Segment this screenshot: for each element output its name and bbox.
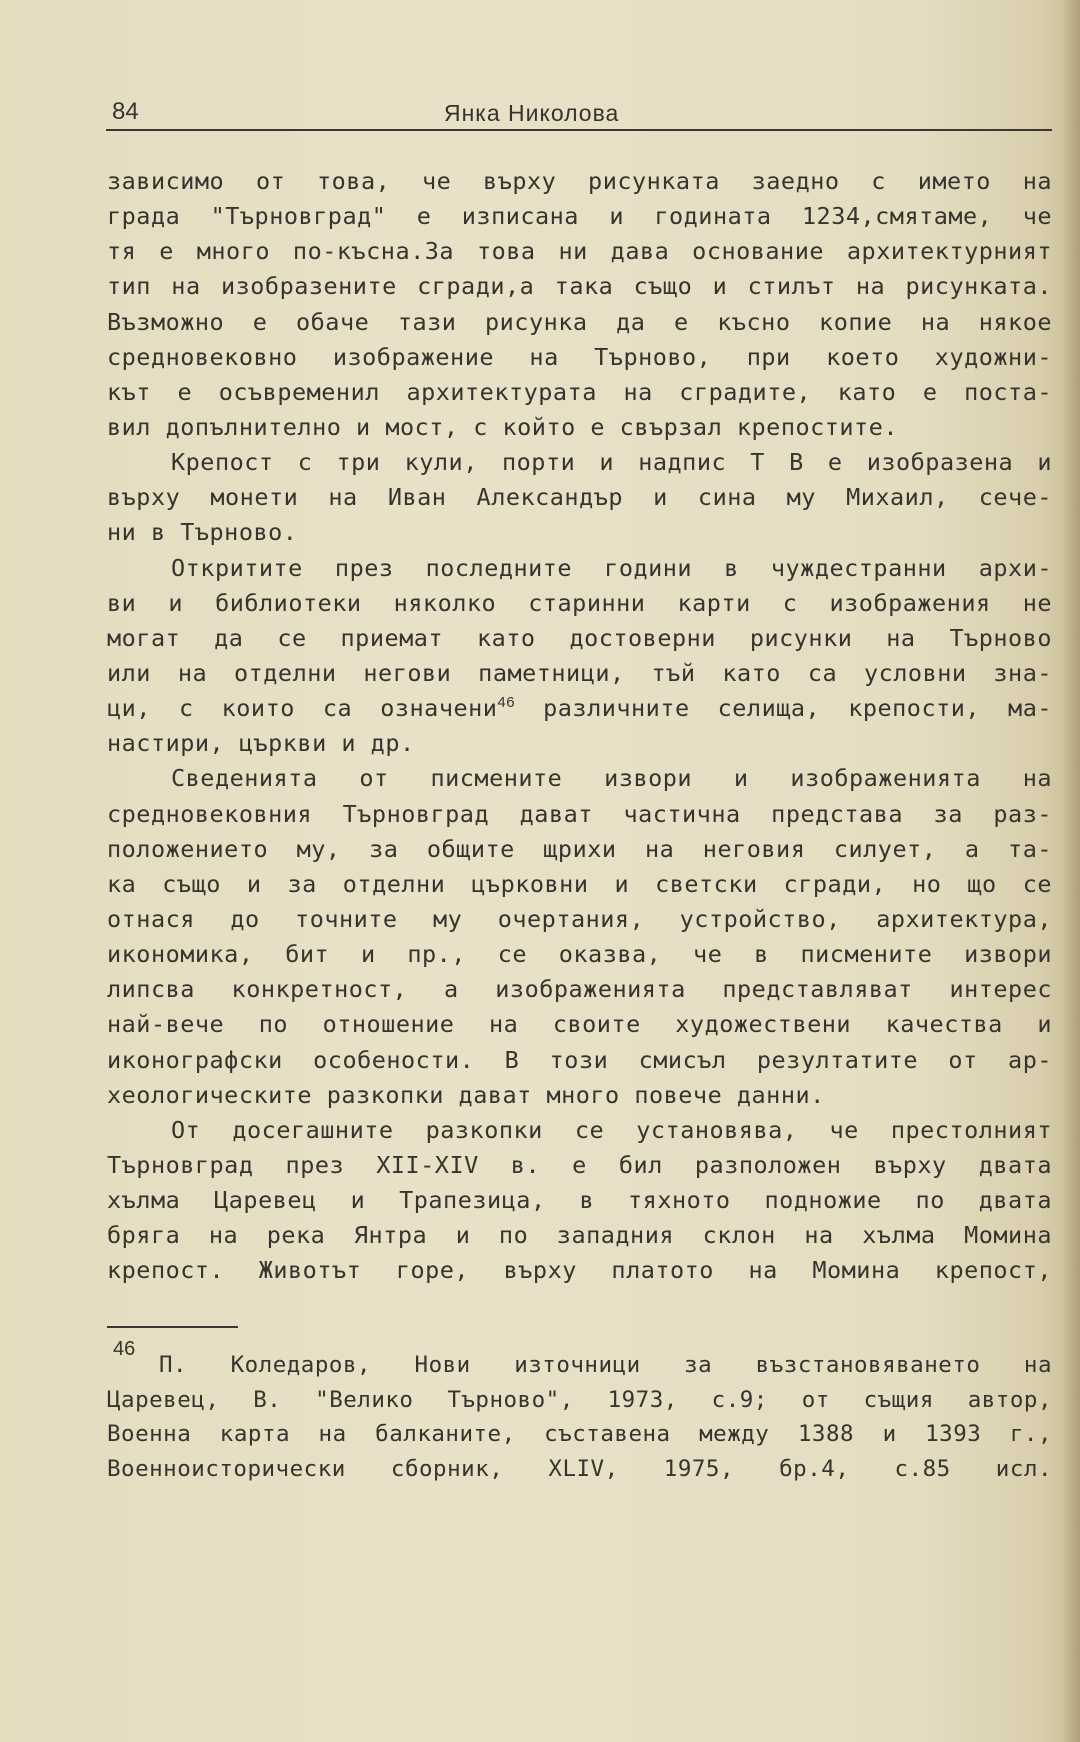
footnote-line: П. Коледаров, Нови източници за възстановяването на [159,1352,1052,1378]
page-number: 84 [112,98,139,125]
text-line: върху монети на Иван Александър и сина му Михаил, сече- [107,483,1052,512]
text-line: крепост. Животът горе, върху платото на Момина крепост, [107,1256,1052,1285]
text-line: вил допълнително и мост, с който е свързал крепостите. [107,412,899,441]
text-line: Сведенията от писмените извори и изображенията на [171,764,1052,793]
header-rule [106,129,1052,131]
footnote-text [107,1348,1052,1486]
footnote-reference: 46 [497,694,516,712]
footnote-line: Военноисторически сборник, XLIV, 1975, бр.4, с.85 исл. [107,1455,1052,1482]
text-line: средновековния Търновград дават частична представа за раз- [107,799,1052,828]
text-line: Крепост с три кули, порти и надпис Т В е изобразена и [171,448,1052,477]
text-line: ви и библиотеки няколко старинни карти с изображения не [107,588,1052,617]
text-line: ци, с които са означени$^{46}$ различните селища, крепости, ма- [107,694,1052,723]
text-line: средновековно изображение на Търново, при което художни- [107,342,1052,371]
text-line: Откритите през последните години в чуждестранни архи- [171,553,1052,582]
text-line: могат да се приемат като достоверни рисунки на Търново [107,623,1052,652]
text-line: отнася до точните му очертания, устройство, архитектура, [107,904,1052,933]
text-line: От досегашните разкопки се установява, че престолният [171,1115,1052,1144]
page-edge-shadow [1062,0,1080,1742]
text-line: най-вече по отношение на своите художествени качества и [107,1010,1052,1039]
text-line: настири, църкви и др. [107,729,415,758]
text-line: зависимо от това, че върху рисунката заедно с името на [107,167,1052,195]
text-line: Възможно е обаче тази рисунка да е късно копие на някое [107,307,1052,336]
text-line: тя е много по-късна.За това ни дава основание архитектурният [107,237,1052,266]
footnote-line: Военна карта на балканите, съставена между 1388 и 1393 г., [107,1421,1052,1447]
footnote-rule [107,1326,238,1328]
running-head-author: Янка Николова [444,100,620,126]
text-line: или на отделни негови паметници, тъй като са условни зна- [107,658,1052,687]
text-line: липсва конкретност, а изображенията представляват интерес [107,975,1052,1004]
text-line: ни в Търново. [107,518,298,547]
text-line: тип на изобразените сгради,а така също и стилът на рисунката. [107,272,1052,301]
text-line: кът е осъвременил архитектурата на сградите, като е поста- [107,377,1052,406]
text-line: икономика, бит и пр., се оказва, че в писмените извори [107,940,1052,969]
text-line: положението му, за общите щрихи на неговия силует, а та- [107,834,1052,863]
text-line: хълма Царевец и Трапезица, в тяхното подножие по двата [107,1186,1052,1215]
text-line: ка също и за отделни църковни и светски сгради, но що се [107,869,1052,898]
text-line: иконографски особености. В този смисъл резултатите от ар- [107,1045,1052,1074]
text-line: бряга на река Янтра и по западния склон на хълма Момина [107,1221,1052,1250]
text-line: града "Търновград" е изписана и годината 1234,смятаме, че [107,202,1052,231]
page-header [106,98,1052,132]
body-text [107,164,1052,1289]
footnote-marker: 46 [113,1338,136,1360]
text-line: хеологическите разкопки дават много повече данни. [107,1080,825,1109]
text-line: Търновград през XII-XIV в. е бил разположен върху двата [107,1150,1052,1179]
footnote-line: Царевец, В. "Велико Търново", 1973, с.9; от същия автор, [107,1386,1052,1413]
